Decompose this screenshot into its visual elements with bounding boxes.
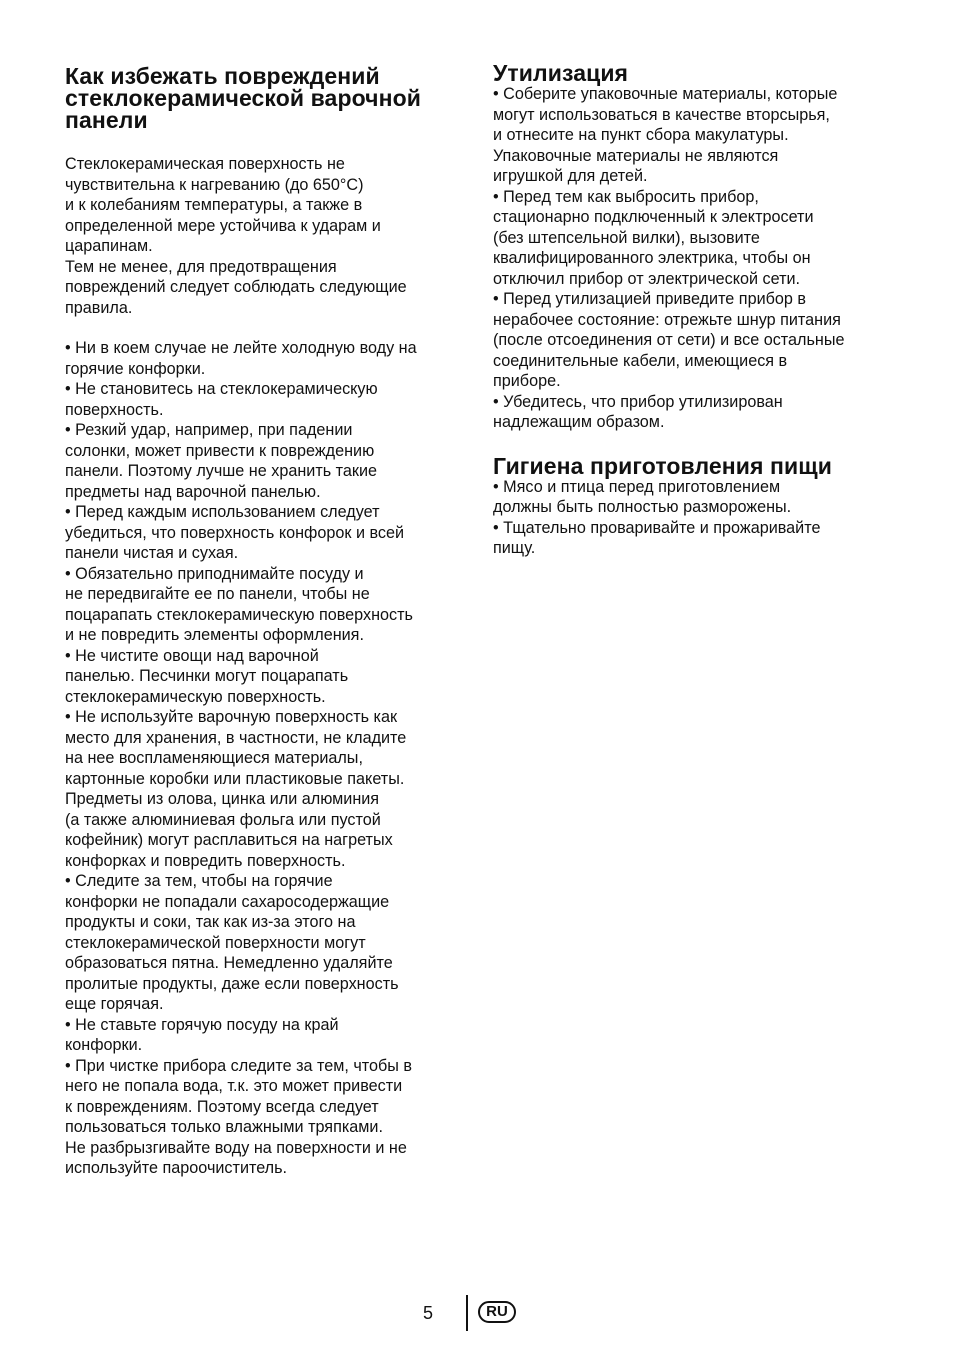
section-heading-hygiene: Гигиена приготовления пищи bbox=[493, 452, 832, 479]
intro-paragraph: Стеклокерамическая поверхность не чувствительна к нагреванию (до 650°C) и к колебаниям температуры, а также в определенной мере устойчива к ударам и царапинам. Тем не менее, для предотвращения повреждений следует соблюдать следующие правила. bbox=[65, 155, 407, 317]
language-badge: RU bbox=[478, 1301, 516, 1323]
section-heading-glass-ceramic: Как избежать повреждений стеклокерамической варочной панели bbox=[65, 63, 421, 133]
section-heading-disposal: Утилизация bbox=[493, 60, 629, 86]
rules-list: • Ни в коем случае не лейте холодную воду на горячие конфорки. • Не становитесь на стеклокерамическую поверхность. • Резкий удар, например, при падении солонки, может привести к повреждению панели. Поэтому лучше не хранить такие предметы над варочной панелью. • Перед каждым использованием следует убедиться, что поверхность конфорок и всей панели чистая и сухая. • Обязательно приподнимайте посуду и не передвигайте ее по панели, чтобы не поцарапать стеклокерамическую поверхность и не повредить элементы оформления. • Не чистите овощи над варочной панелью. Песчинки могут поцарапать стеклокерамическую поверхность. • Не используйте варочную поверхность как место для хранения, в частности, не кладите на нее воспламеняющиеся материалы, картонные коробки или пластиковые пакеты. Предметы из олова, цинка или алюминия (а также алюминиевая фольга или пустой кофейник) могут расплавиться на нагретых конфорках и повредить поверхность. • Следите за тем, чтобы на горячие конфорки не попадали сахаросодержащие продукты и соки, так как из-за этого на стеклокерамической поверхности могут образоваться пятна. Немедленно удаляйте пролитые продукты, даже если поверхность еще горячая. • Не ставьте горячую посуду на край конфорки. • При чистке прибора следите за тем, чтобы в него не попала вода, т.к. это может привести к повреждениям. Поэтому всегда следует пользоваться только влажными тряпками. Не разбрызгивайте воду на поверхности и не используйте пароочиститель. bbox=[65, 339, 417, 1177]
hygiene-text: • Мясо и птица перед приготовлением должны быть полностью разморожены. • Тщательно проваривайте и прожаривайте пищу. bbox=[493, 477, 821, 557]
footer-divider bbox=[466, 1295, 468, 1331]
disposal-text: • Соберите упаковочные материалы, которые могут использоваться в качестве вторсырья, и отнесите на пункт сбора макулатуры. Упаковочные материалы не являются игрушкой для детей. • Перед тем как выбросить прибор, стационарно подключенный к электросети (без штепсельной вилки), вызовите квалифицированного электрика, чтобы он отключил прибор от электрической сети. • Перед утилизацией приведите прибор в нерабочее состояние: отрежьте шнур питания (после отсоединения от сети) и все остальные соединительные кабели, имеющиеся в приборе. • Убедитесь, что прибор утилизирован надлежащим образом. bbox=[493, 85, 845, 431]
left-column bbox=[65, 62, 465, 1179]
page-number: 5 bbox=[423, 1303, 434, 1323]
right-column bbox=[493, 62, 893, 559]
